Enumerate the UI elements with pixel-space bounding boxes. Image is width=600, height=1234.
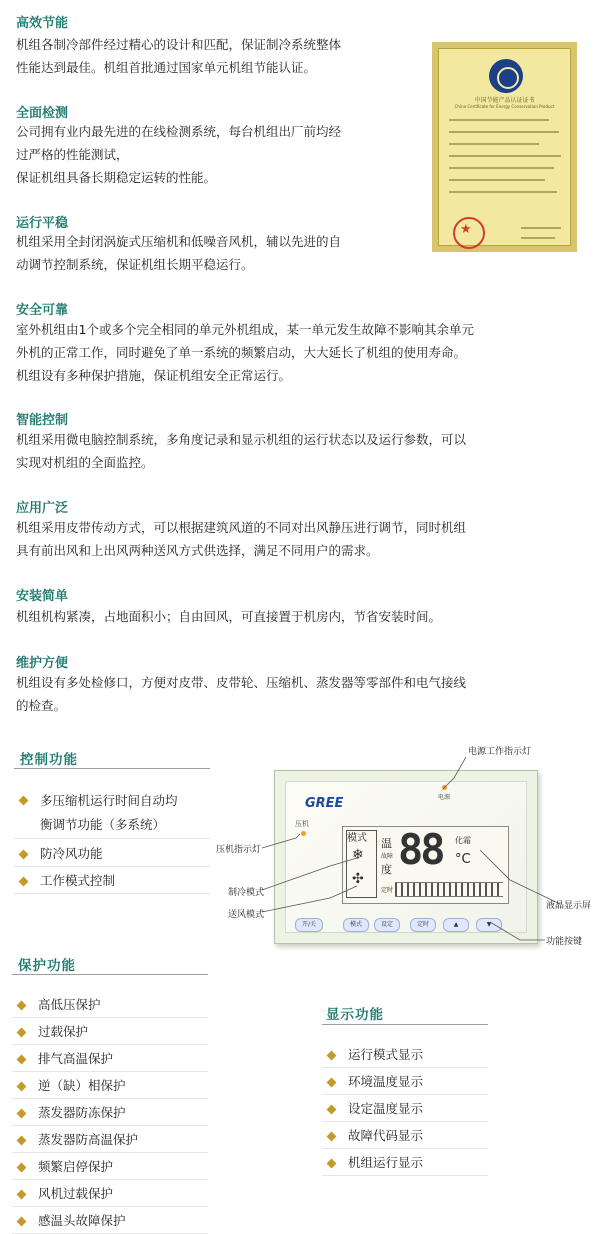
certificate-subtitle: China Certificate for Energy Conservation Product <box>454 104 555 109</box>
cooling-mode-icon: ❄ <box>352 847 364 863</box>
feature-title: 运行平稳 <box>16 216 69 231</box>
set-button[interactable]: 设定 <box>374 918 400 932</box>
callout-fan-mode: 送风模式 <box>228 910 265 920</box>
certificate-title: 中国节能产品认证证书 <box>474 97 535 104</box>
item-divider <box>12 1125 208 1126</box>
seal-star-icon: ★ <box>460 222 472 237</box>
callout-line <box>480 850 560 904</box>
control-functions-title: 控制功能 <box>20 752 78 768</box>
feature-title: 高效节能 <box>16 16 69 31</box>
mode-button[interactable]: 模式 <box>343 918 369 932</box>
defrost-label: 化霜 <box>455 836 471 845</box>
callout-line <box>443 757 466 789</box>
callout-cooling-mode: 制冷模式 <box>228 888 265 898</box>
list-item: 运行模式显示 <box>348 1047 424 1062</box>
feature-line: 的检查。 <box>16 698 67 713</box>
celsius-unit: °C <box>455 852 471 867</box>
list-item: 高低压保护 <box>38 997 101 1012</box>
power-label: 电源 <box>438 794 451 801</box>
feature-line: 机组设有多处检修口，方便对皮带、皮带轮、压缩机、蒸发器等零部件和电气接线 <box>16 675 467 690</box>
item-divider <box>322 1094 488 1095</box>
callout-line <box>262 886 357 912</box>
list-item: 防冷风功能 <box>40 846 103 861</box>
list-item: 机组运行显示 <box>348 1155 424 1170</box>
display-functions-title: 显示功能 <box>326 1007 384 1023</box>
section-divider <box>322 1024 488 1025</box>
feature-line: 机组采用皮带传动方式，可以根据建筑风道的不同对出风静压进行调节，同时机组 <box>16 520 467 535</box>
feature-line: 过严格的性能测试， <box>16 147 129 162</box>
feature-line: 性能达到最佳。机组首批通过国家单元机组节能认证。 <box>16 60 317 75</box>
item-divider <box>12 1179 208 1180</box>
feature-title: 全面检测 <box>16 106 69 121</box>
up-button[interactable]: ▲ <box>443 918 469 932</box>
temp-label-1: 温 <box>381 837 392 850</box>
list-item: 蒸发器防高温保护 <box>38 1132 139 1147</box>
item-divider <box>322 1121 488 1122</box>
feature-line: 外机的正常工作，同时避免了单一系统的频繁启动，大大延长了机组的使用寿命。 <box>16 345 467 360</box>
feature-title: 安装简单 <box>16 589 69 604</box>
callout-line <box>262 834 300 848</box>
temperature-digits: 88 <box>398 825 443 874</box>
list-item: 设定温度显示 <box>348 1101 424 1116</box>
fault-label: 故障 <box>381 853 394 860</box>
callout-lcd: 液晶显示屏 <box>546 901 592 911</box>
feature-line: 机组设有多种保护措施，保证机组安全正常运行。 <box>16 368 292 383</box>
item-divider <box>12 1017 208 1018</box>
list-item: 衡调节功能（多系统） <box>40 817 166 832</box>
protection-functions-title: 保护功能 <box>18 958 76 974</box>
timer-label: 定时 <box>381 887 394 894</box>
list-item: 工作模式控制 <box>40 873 116 888</box>
list-item: 环境温度显示 <box>348 1074 424 1089</box>
down-button[interactable]: ▼ <box>476 918 502 932</box>
callout-function-keys: 功能按键 <box>546 937 583 947</box>
item-divider <box>12 1071 208 1072</box>
item-divider <box>322 1067 488 1068</box>
power-button[interactable]: 开/关 <box>295 918 323 932</box>
feature-title: 安全可靠 <box>16 303 69 318</box>
item-divider <box>322 1175 488 1176</box>
mode-label: 模式 <box>347 833 367 844</box>
callout-line <box>262 858 357 890</box>
list-item: 风机过载保护 <box>38 1186 114 1201</box>
list-item: 感温头故障保护 <box>38 1213 126 1228</box>
list-item: 逆（缺）相保护 <box>38 1078 126 1093</box>
feature-line: 公司拥有业内最先进的在线检测系统，每台机组出厂前均经 <box>16 124 342 139</box>
timer-button[interactable]: 定时 <box>410 918 436 932</box>
item-divider <box>12 1206 208 1207</box>
feature-line: 动调节控制系统，保证机组长期平稳运行。 <box>16 257 254 272</box>
callout-line <box>490 922 545 940</box>
feature-line: 具有前出风和上出风两种送风方式供选择，满足不同用户的需求。 <box>16 543 379 558</box>
list-item: 多压缩机运行时间自动均 <box>40 793 178 808</box>
feature-title: 维护方便 <box>16 656 69 671</box>
feature-title: 应用广泛 <box>16 501 69 516</box>
list-item: 频繁启停保护 <box>38 1159 114 1174</box>
feature-title: 智能控制 <box>16 413 69 428</box>
gree-logo: GREE <box>305 796 344 811</box>
feature-line: 机组各制冷部件经过精心的设计和匹配，保证制冷系统整体 <box>16 37 342 52</box>
item-divider <box>12 1044 208 1045</box>
temp-label-2: 度 <box>381 863 392 876</box>
feature-line: 机组采用微电脑控制系统，多角度记录和显示机组的运行状态以及运行参数，可以 <box>16 432 467 447</box>
feature-line: 机组机构紧凑，占地面积小；自由回风，可直接置于机房内，节省安装时间。 <box>16 609 442 624</box>
section-divider <box>12 974 208 975</box>
compressor-label: 压机 <box>295 820 309 828</box>
item-divider <box>12 1098 208 1099</box>
feature-line: 机组采用全封闭涡旋式压缩机和低噪音风机，辅以先进的自 <box>16 234 342 249</box>
item-divider <box>322 1148 488 1149</box>
feature-line: 室外机组由1个或多个完全相同的单元外机组成，某一单元发生故障不影响其余单元 <box>16 322 474 337</box>
list-item: 故障代码显示 <box>348 1128 424 1143</box>
list-item: 过载保护 <box>38 1024 89 1039</box>
list-item: 排气高温保护 <box>38 1051 114 1066</box>
item-divider <box>12 1152 208 1153</box>
fan-mode-icon: ✣ <box>352 871 364 887</box>
callout-power-indicator: 电源工作指示灯 <box>468 747 532 757</box>
feature-line: 实现对机组的全面监控。 <box>16 455 154 470</box>
callout-compressor-indicator: 压机指示灯 <box>216 845 262 855</box>
list-item: 蒸发器防冻保护 <box>38 1105 126 1120</box>
feature-line: 保证机组具备长期稳定运转的性能。 <box>16 170 217 185</box>
